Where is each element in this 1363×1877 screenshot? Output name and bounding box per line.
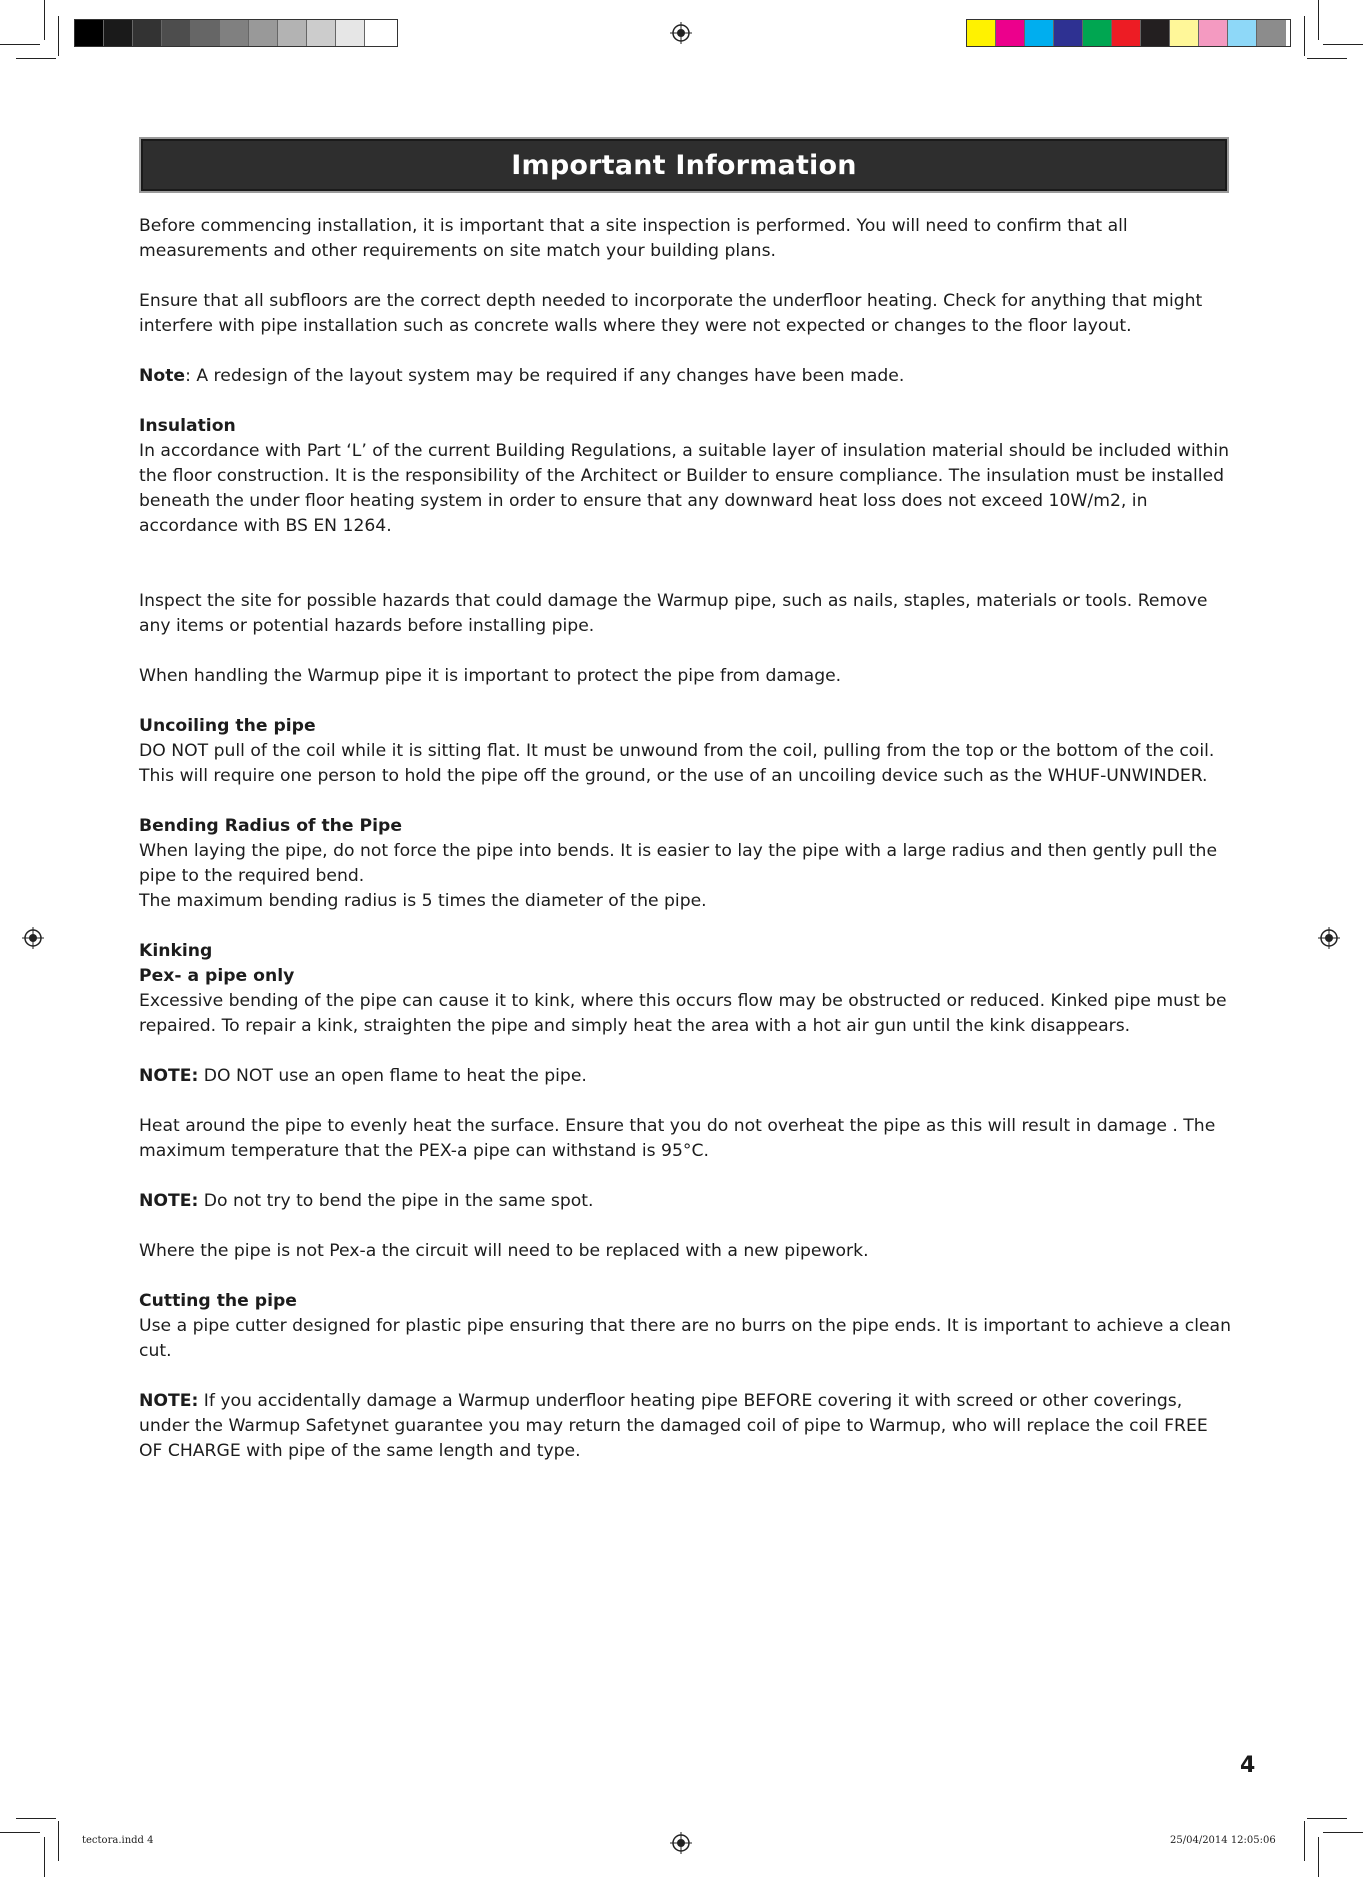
- crop-mark: [1323, 1832, 1363, 1833]
- crop-mark: [1323, 44, 1363, 45]
- color-swatch: [336, 20, 365, 46]
- section-text: Excessive bending of the pipe can cause it to kink, where this occurs flow may be obstructed or reduced. Kinked pipe must be repaired. To repair a kink, straighten the pipe and simply heat the area with a hot air gun until the kink disappears.: [139, 991, 1227, 1036]
- uncoiling-section: [139, 714, 1231, 789]
- note-label: NOTE:: [139, 1191, 199, 1211]
- non-pex-paragraph: Where the pipe is not Pex-a the circuit will need to be replaced with a new pipework.: [139, 1241, 869, 1261]
- registration-mark-icon: [1318, 927, 1340, 949]
- color-swatch: [1257, 20, 1286, 46]
- section-subheading: Pex- a pipe only: [139, 966, 295, 986]
- color-swatch: [996, 20, 1025, 46]
- process-color-bar: [966, 19, 1291, 47]
- section-heading: Uncoiling the pipe: [139, 716, 316, 736]
- registration-mark-icon: [670, 1832, 692, 1854]
- page-title: Important Information: [511, 149, 857, 181]
- note-paragraph: [139, 1189, 1231, 1214]
- color-swatch: [1170, 20, 1199, 46]
- color-swatch: [1112, 20, 1141, 46]
- intro-paragraph: Ensure that all subfloors are the correct depth needed to incorporate the underfloor heating. Check for anything that might interfere with pipe installation such as concrete walls where they were not expected or changes to the floor layout.: [139, 291, 1203, 336]
- section-text: In accordance with Part ‘L’ of the current Building Regulations, a suitable layer of insulation material should be included within the floor construction. It is the responsibility of the Architect or Builder to ensure compliance. The insulation must be installed beneath the under floor heating system in order to ensure that any downward heat loss does not exceed 10W/m2, in accordance with BS EN 1264.: [139, 441, 1230, 536]
- crop-mark: [0, 1832, 40, 1833]
- color-swatch: [365, 20, 394, 46]
- color-swatch: [1199, 20, 1228, 46]
- color-swatch: [1054, 20, 1083, 46]
- grey-color-bar: [74, 19, 398, 47]
- color-swatch: [967, 20, 996, 46]
- section-heading: Insulation: [139, 416, 236, 436]
- note-label: NOTE:: [139, 1391, 199, 1411]
- registration-mark-icon: [670, 22, 692, 44]
- color-swatch: [75, 20, 104, 46]
- slug-datetime: 25/04/2014 12:05:06: [1170, 1835, 1276, 1846]
- color-swatch: [249, 20, 278, 46]
- cutting-section: [139, 1289, 1231, 1364]
- crop-mark: [58, 16, 59, 56]
- color-swatch: [162, 20, 191, 46]
- section-text: The maximum bending radius is 5 times the diameter of the pipe.: [139, 891, 707, 911]
- title-banner: [139, 137, 1229, 193]
- color-swatch: [278, 20, 307, 46]
- color-swatch: [1228, 20, 1257, 46]
- slug-file: tectora.indd 4: [82, 1835, 154, 1846]
- crop-mark: [1304, 1821, 1305, 1861]
- crop-mark: [1307, 58, 1347, 59]
- note-text: : A redesign of the layout system may be required if any changes have been made.: [185, 366, 905, 386]
- note-label: NOTE:: [139, 1066, 199, 1086]
- note-paragraph: [139, 364, 1231, 389]
- intro-paragraph: Before commencing installation, it is important that a site inspection is performed. You will need to confirm that all measurements and other requirements on site match your building plans.: [139, 216, 1128, 261]
- color-swatch: [307, 20, 336, 46]
- bending-section: [139, 814, 1231, 914]
- section-text: DO NOT pull of the coil while it is sitting flat. It must be unwound from the coil, pulling from the top or the bottom of the coil. This will require one person to hold the pipe off the ground, or the use of an uncoiling device such as the WHUF-UNWINDER.: [139, 741, 1215, 786]
- color-swatch: [191, 20, 220, 46]
- note-label: Note: [139, 366, 186, 386]
- document-body: [139, 214, 1231, 1489]
- hazards-paragraph: Inspect the site for possible hazards that could damage the Warmup pipe, such as nails, staples, materials or tools. Remove any items or potential hazards before installing pipe.: [139, 591, 1208, 636]
- crop-mark: [44, 0, 45, 40]
- page-number: 4: [1240, 1753, 1256, 1778]
- crop-mark: [16, 1818, 56, 1819]
- note-text: If you accidentally damage a Warmup underfloor heating pipe BEFORE covering it with screed or other coverings, under the Warmup Safetynet guarantee you may return the damaged coil of pipe to Warmup, who will replace the coil FREE OF CHARGE with pipe of the same length and type.: [139, 1391, 1208, 1461]
- color-swatch: [220, 20, 249, 46]
- insulation-section: [139, 414, 1231, 539]
- section-text: Use a pipe cutter designed for plastic pipe ensuring that there are no burrs on the pipe ends. It is important to achieve a clean cut.: [139, 1316, 1231, 1361]
- crop-mark: [1307, 1818, 1347, 1819]
- note-text: DO NOT use an open flame to heat the pipe.: [198, 1066, 587, 1086]
- hazards-paragraph: When handling the Warmup pipe it is important to protect the pipe from damage.: [139, 666, 842, 686]
- crop-mark: [0, 44, 40, 45]
- section-text: When laying the pipe, do not force the pipe into bends. It is easier to lay the pipe with a large radius and then gently pull the pipe to the required bend.: [139, 841, 1218, 886]
- crop-mark: [58, 1821, 59, 1861]
- registration-mark-icon: [22, 927, 44, 949]
- color-swatch: [133, 20, 162, 46]
- kinking-section: [139, 939, 1231, 1039]
- crop-mark: [1318, 0, 1319, 40]
- crop-mark: [16, 58, 56, 59]
- color-swatch: [1025, 20, 1054, 46]
- crop-mark: [1318, 1837, 1319, 1877]
- section-heading: Bending Radius of the Pipe: [139, 816, 402, 836]
- color-swatch: [1141, 20, 1170, 46]
- color-swatch: [104, 20, 133, 46]
- heat-paragraph: Heat around the pipe to evenly heat the surface. Ensure that you do not overheat the pipe as this will result in damage . The maximum temperature that the PEX-a pipe can withstand is 95°C.: [139, 1116, 1216, 1161]
- note-text: Do not try to bend the pipe in the same spot.: [198, 1191, 594, 1211]
- section-heading: Kinking: [139, 941, 213, 961]
- crop-mark: [44, 1837, 45, 1877]
- color-swatch: [1083, 20, 1112, 46]
- section-heading: Cutting the pipe: [139, 1291, 297, 1311]
- crop-mark: [1304, 16, 1305, 56]
- note-paragraph: [139, 1389, 1231, 1464]
- note-paragraph: [139, 1064, 1231, 1089]
